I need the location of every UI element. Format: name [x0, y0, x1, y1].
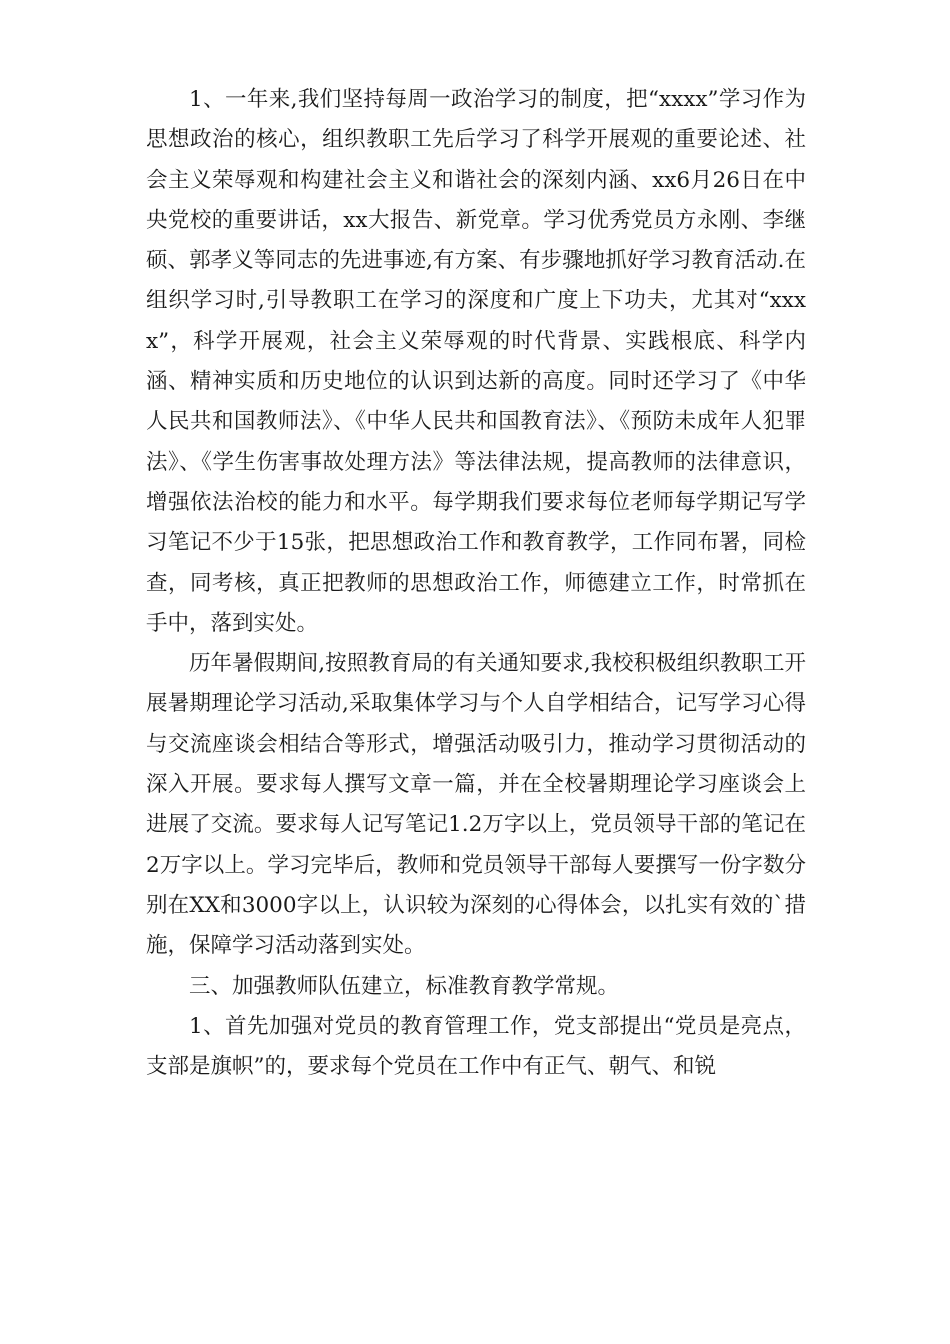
section-heading-teacher-team: 三、加强教师队伍建立，标准教育教学常规。 — [189, 973, 620, 999]
paragraph-party-member-management: 1、首先加强对党员的教育管理工作，党支部提出“党员是亮点，支部是旗帜”的，要求每个党员在工作中有正气、朝气、和锐 — [146, 1013, 806, 1080]
paragraph-summer-study: 历年暑假期间,按照教育局的有关通知要求,我校积极组织教职工开展暑期理论学习活动,采取集体学习与个人自学相结合，记写学习心得与交流座谈会相结合等形式，增强活动吸引力，推动学习贯彻活动的深入开展。要求每人撰写文章一篇，并在全校暑期理论学习座谈会上进展了交流。要求每人记写笔记1.2万字以上，党员领导干部的笔记在2万字以上。学习完毕后，教师和党员领导干部每人要撰写一份字数分别在XX和3000字以上，认识较为深刻的心得体会，以扎实有效的`措施，保障学习活动落到实处。 — [146, 651, 806, 959]
document-body — [146, 80, 806, 1087]
paragraph-study-system: 1、一年来,我们坚持每周一政治学习的制度，把“xxxx”学习作为思想政治的核心，组织教职工先后学习了科学开展观的重要论述、社会主义荣辱观和构建社会主义和谐社会的深刻内涵、xx6月26日在中央党校的重要讲话，xx大报告、新党章。学习优秀党员方永刚、李继硕、郭孝义等同志的先进事迹,有方案、有步骤地抓好学习教育活动.在组织学习时,引导教职工在学习的深度和广度上下功夫，尤其对“xxxx”，科学开展观，社会主义荣辱观的时代背景、实践根底、科学内涵、精神实质和历史地位的认识到达新的高度。同时还学习了《中华人民共和国教师法》、《中华人民共和国教育法》、《预防未成年人犯罪法》、《学生伤害事故处理方法》等法律法规，提高教师的法律意识，增强依法治校的能力和水平。每学期我们要求每位老师每学期记写学习笔记不少于15张，把思想政治工作和教育教学，工作同布署，同检查，同考核，真正把教师的思想政治工作，师德建立工作，时常抓在手中，落到实处。 — [146, 87, 806, 636]
